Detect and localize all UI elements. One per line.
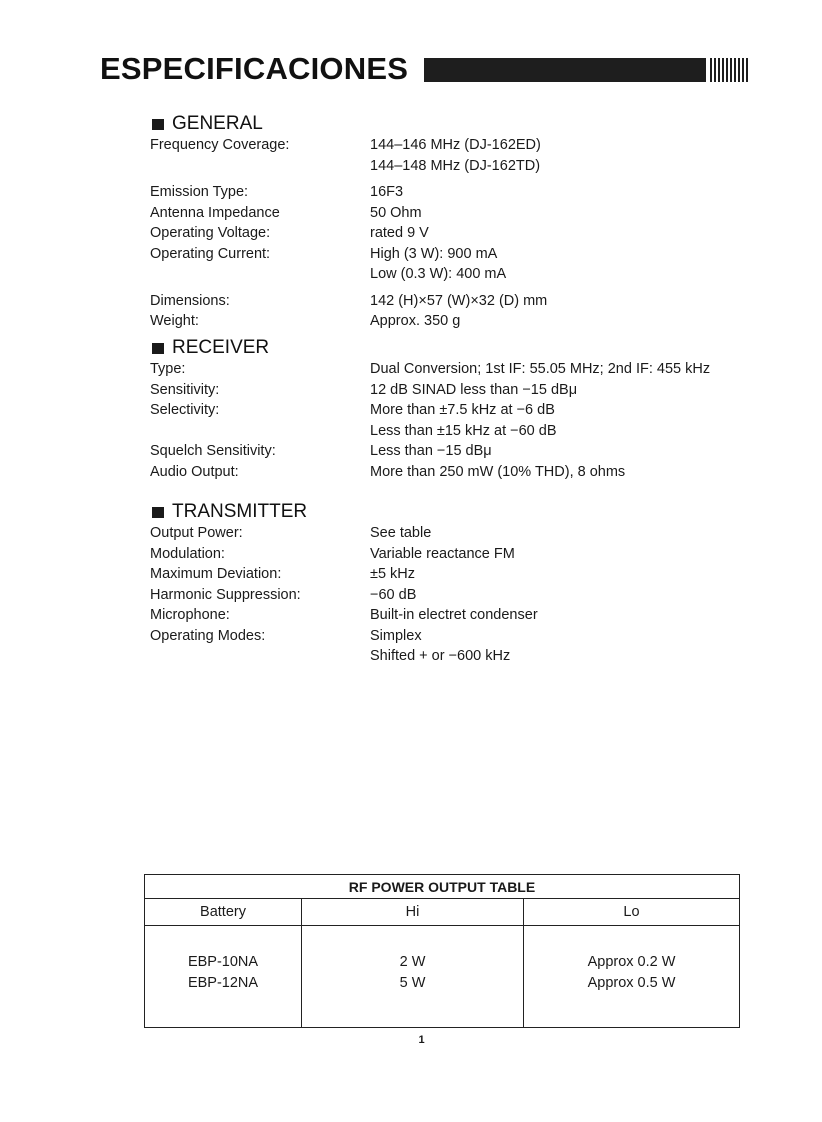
title-decorative-bar [424, 58, 706, 82]
table-cell: 5 W [399, 975, 426, 991]
table-cell: EBP-10NA [187, 954, 259, 970]
spec-value: 12 dB SINAD less than −15 dBμ [370, 381, 578, 398]
spec-label: Operating Voltage: [150, 225, 271, 241]
spec-values [370, 380, 770, 401]
spec-label: Modulation: [150, 545, 225, 562]
section-heading-label: GENERAL [172, 113, 263, 134]
spec-label: Harmonic Suppression: [150, 586, 301, 603]
spec-value: More than ±7.5 kHz at −6 dB [370, 402, 555, 418]
spec-values [370, 182, 770, 203]
page-title: ESPECIFICACIONES [100, 51, 409, 86]
spec-values [370, 626, 770, 667]
spec-value: rated 9 V [370, 225, 429, 241]
page-number: 1 [418, 1034, 425, 1046]
spec-values [370, 462, 770, 483]
rf-table-cells-lo [524, 926, 739, 994]
spec-value: Built-in electret condenser [370, 607, 538, 623]
spec-value: Less than ±15 kHz at −60 dB [370, 422, 557, 439]
section-heading-transmitter [150, 501, 770, 523]
rf-table-cells-hi [302, 926, 523, 994]
spec-row-weight [150, 311, 770, 332]
spec-values [370, 203, 770, 224]
spec-value: More than 250 mW (10% THD), 8 ohms [370, 463, 626, 480]
spec-values [370, 244, 770, 285]
spec-label: Output Power: [150, 525, 243, 541]
rf-power-output-table [144, 874, 740, 1028]
spec-label: Microphone: [150, 607, 230, 623]
table-cell: 2 W [399, 954, 426, 970]
spec-row-output-power [150, 523, 770, 544]
section-heading-general [150, 113, 770, 135]
spec-label: Frequency Coverage: [150, 137, 290, 153]
spec-values [370, 564, 770, 585]
spec-row-emission-type [150, 182, 770, 203]
spec-label: Audio Output: [150, 463, 239, 480]
spec-values [370, 605, 770, 626]
square-bullet-icon [152, 119, 164, 130]
spec-row-operating-modes [150, 626, 770, 667]
spec-row-type [150, 359, 770, 380]
spec-value: −60 dB [370, 586, 417, 603]
spec-value: 16F3 [370, 184, 404, 200]
spec-row-sensitivity [150, 380, 770, 401]
rf-table-title: RF POWER OUTPUT TABLE [145, 875, 739, 899]
rf-table-header-lo: Lo [524, 899, 739, 926]
spec-row-operating-current [150, 244, 770, 285]
table-cell: Approx 0.5 W [587, 975, 676, 991]
section-receiver [150, 337, 770, 482]
rf-table-cells-battery [145, 926, 301, 994]
spec-row-operating-voltage [150, 223, 770, 244]
section-heading-receiver [150, 337, 770, 359]
spec-values [370, 441, 770, 462]
title-barcode-stripes [710, 58, 750, 82]
spec-value: Shifted + or −600 kHz [370, 648, 511, 664]
section-heading-label: RECEIVER [172, 337, 270, 358]
spec-value: High (3 W): 900 mA [370, 245, 498, 262]
section-general [150, 113, 770, 332]
spec-row-squelch-sensitivity [150, 441, 770, 462]
spec-value: ±5 kHz [370, 566, 416, 582]
rf-table-column-battery [145, 899, 302, 1027]
spec-label: Operating Current: [150, 245, 271, 262]
table-cell: Approx 0.2 W [587, 954, 676, 970]
spec-label: Squelch Sensitivity: [150, 443, 276, 459]
rf-table-column-lo [524, 899, 739, 1027]
spec-value: Simplex [370, 627, 422, 644]
rf-table-column-hi [302, 899, 524, 1027]
spec-values [370, 544, 770, 565]
spec-label: Type: [150, 361, 186, 377]
rf-table-header-hi: Hi [302, 899, 523, 926]
spec-label: Dimensions: [150, 292, 230, 309]
spec-value: 142 (H)×57 (W)×32 (D) mm [370, 292, 548, 309]
spec-label: Sensitivity: [150, 381, 220, 398]
spec-value: 144–146 MHz (DJ-162ED) [370, 137, 541, 153]
spec-value: Dual Conversion; 1st IF: 55.05 MHz; 2nd IF: 455 kHz [370, 361, 711, 377]
spec-values [370, 359, 770, 380]
square-bullet-icon [152, 343, 164, 354]
section-transmitter [150, 501, 770, 667]
spec-value: Approx. 350 g [370, 313, 461, 329]
spec-value: 144–148 MHz (DJ-162TD) [370, 157, 541, 174]
title-row [100, 52, 760, 86]
spec-row-modulation [150, 544, 770, 565]
spec-values [370, 223, 770, 244]
spec-row-microphone [150, 605, 770, 626]
spec-row-antenna-impedance [150, 203, 770, 224]
spec-value: Less than −15 dBμ [370, 443, 492, 459]
spec-label: Weight: [150, 313, 199, 329]
section-heading-label: TRANSMITTER [172, 501, 308, 522]
spec-value: 50 Ohm [370, 204, 422, 221]
spec-row-maximum-deviation [150, 564, 770, 585]
table-cell: EBP-12NA [187, 975, 259, 991]
spec-label: Selectivity: [150, 402, 220, 418]
spec-label: Antenna Impedance [150, 204, 280, 221]
spec-row-harmonic-suppression [150, 585, 770, 606]
spec-values [370, 523, 770, 544]
square-bullet-icon [152, 507, 164, 518]
spec-label: Emission Type: [150, 184, 249, 200]
spec-label: Maximum Deviation: [150, 566, 282, 582]
spec-value: Low (0.3 W): 400 mA [370, 266, 507, 282]
spec-values [370, 311, 770, 332]
spec-row-frequency-coverage [150, 135, 770, 176]
spec-values [370, 135, 770, 176]
spec-value: See table [370, 525, 432, 541]
spec-values [370, 585, 770, 606]
spec-row-audio-output [150, 462, 770, 483]
rf-table-header-battery: Battery [145, 899, 301, 926]
spec-value: Variable reactance FM [370, 545, 515, 562]
spec-values [370, 400, 770, 441]
spec-row-selectivity [150, 400, 770, 441]
spec-label: Operating Modes: [150, 627, 266, 644]
spec-row-dimensions [150, 291, 770, 312]
spec-values [370, 291, 770, 312]
